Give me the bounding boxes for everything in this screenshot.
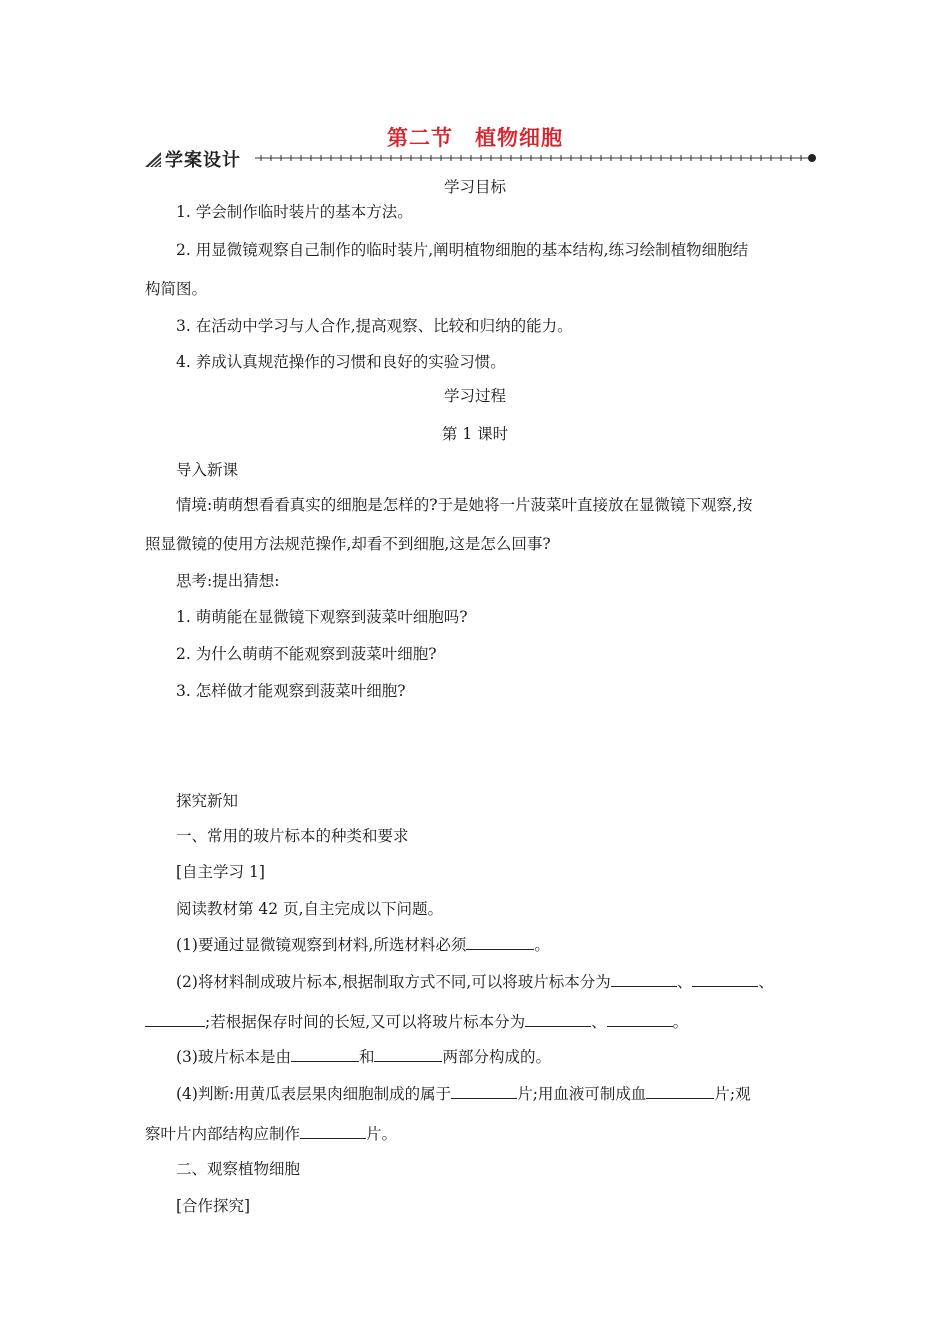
- answer-blank[interactable]: [145, 1012, 205, 1027]
- section-banner: [143, 146, 818, 170]
- answer-blank[interactable]: [291, 1047, 359, 1062]
- answer-blank[interactable]: [611, 972, 677, 987]
- answer-blank[interactable]: [525, 1012, 591, 1027]
- intro-heading: 导入新课: [176, 461, 239, 479]
- answer-blank[interactable]: [692, 972, 758, 987]
- coop-label: [合作探究]: [176, 1197, 251, 1215]
- exercise-4-text-4: 察叶片内部结构应制作: [145, 1125, 301, 1143]
- question-2: 2. 为什么萌萌不能观察到菠菜叶细胞?: [176, 645, 437, 663]
- exercise-3-and: 和: [358, 1048, 375, 1066]
- exercise-2-text: (2)将材料制成玻片标本,根据制取方式不同,可以将玻片标本分为: [176, 973, 611, 991]
- explore-heading: 探究新知: [176, 792, 239, 810]
- scenario-text-continued: 照显微镜的使用方法规范操作,却看不到细胞,这是怎么回事?: [145, 535, 551, 553]
- exercise-4-text-2: 片;用血液可制成血: [517, 1085, 647, 1103]
- section-2-heading: 二、观察植物细胞: [176, 1160, 301, 1178]
- exercise-3: [176, 1047, 551, 1067]
- exercise-2-continued: [145, 1012, 688, 1032]
- goal-item-4: 4. 养成认真规范操作的习惯和良好的实验习惯。: [176, 353, 506, 371]
- goals-heading: 学习目标: [443, 178, 506, 196]
- answer-blank[interactable]: [451, 1084, 517, 1099]
- read-instruction: 阅读教材第 42 页,自主完成以下问题。: [176, 900, 444, 918]
- exercise-1: [176, 935, 550, 955]
- exercise-1-text: (1)要通过显微镜观察到材料,所选材料必须: [176, 936, 467, 954]
- exercise-2-end: 。: [672, 1013, 689, 1031]
- answer-blank[interactable]: [607, 1012, 673, 1027]
- exercise-1-end: 。: [534, 936, 550, 954]
- exercise-2: [176, 972, 774, 992]
- goal-item-2: 2. 用显微镜观察自己制作的临时装片,阐明植物细胞的基本结构,练习绘制植物细胞结: [176, 241, 749, 259]
- answer-blank[interactable]: [466, 935, 534, 950]
- banner-dotted-rule: [255, 150, 818, 166]
- scenario-text: 情境:萌萌想看看真实的细胞是怎样的?于是她将一片菠菜叶直接放在显微镜下观察,按: [176, 496, 753, 514]
- banner-label: 学案设计: [165, 150, 241, 171]
- think-prompt: 思考:提出猜想:: [176, 572, 280, 590]
- process-heading: 学习过程: [443, 387, 506, 405]
- answer-blank[interactable]: [300, 1124, 366, 1139]
- banner-triangle-icon: [143, 150, 163, 168]
- exercise-4-text: (4)判断:用黄瓜表层果肉细胞制成的属于: [176, 1085, 452, 1103]
- exercise-2-sep: 、: [758, 973, 774, 991]
- page-title: 第二节 植物细胞: [387, 125, 563, 150]
- exercise-2-text-cont: ;若根据保存时间的长短,又可以将玻片标本分为: [205, 1013, 526, 1031]
- exercise-4-end: 片。: [366, 1125, 398, 1143]
- question-3: 3. 怎样做才能观察到菠菜叶细胞?: [176, 682, 406, 700]
- answer-blank[interactable]: [374, 1047, 442, 1062]
- section-1-heading: 一、常用的玻片标本的种类和要求: [176, 827, 409, 845]
- goal-item-1: 1. 学会制作临时装片的基本方法。: [176, 203, 413, 221]
- exercise-4-continued: [145, 1124, 397, 1144]
- answer-blank[interactable]: [646, 1084, 714, 1099]
- exercise-4-text-3: 片;观: [714, 1085, 751, 1103]
- exercise-2-sep: 、: [676, 973, 693, 991]
- exercise-3-text: (3)玻片标本是由: [176, 1048, 291, 1066]
- goal-item-3: 3. 在活动中学习与人合作,提高观察、比较和归纳的能力。: [176, 317, 573, 335]
- exercise-2-sep: 、: [591, 1013, 607, 1031]
- lesson-label: 第 1 课时: [441, 425, 509, 443]
- exercise-4: [176, 1084, 751, 1104]
- self-study-label: [自主学习 1]: [176, 863, 265, 881]
- goal-item-2-continued: 构简图。: [145, 280, 208, 298]
- question-1: 1. 萌萌能在显微镜下观察到菠菜叶细胞吗?: [176, 608, 468, 626]
- exercise-3-end: 两部分构成的。: [442, 1048, 551, 1066]
